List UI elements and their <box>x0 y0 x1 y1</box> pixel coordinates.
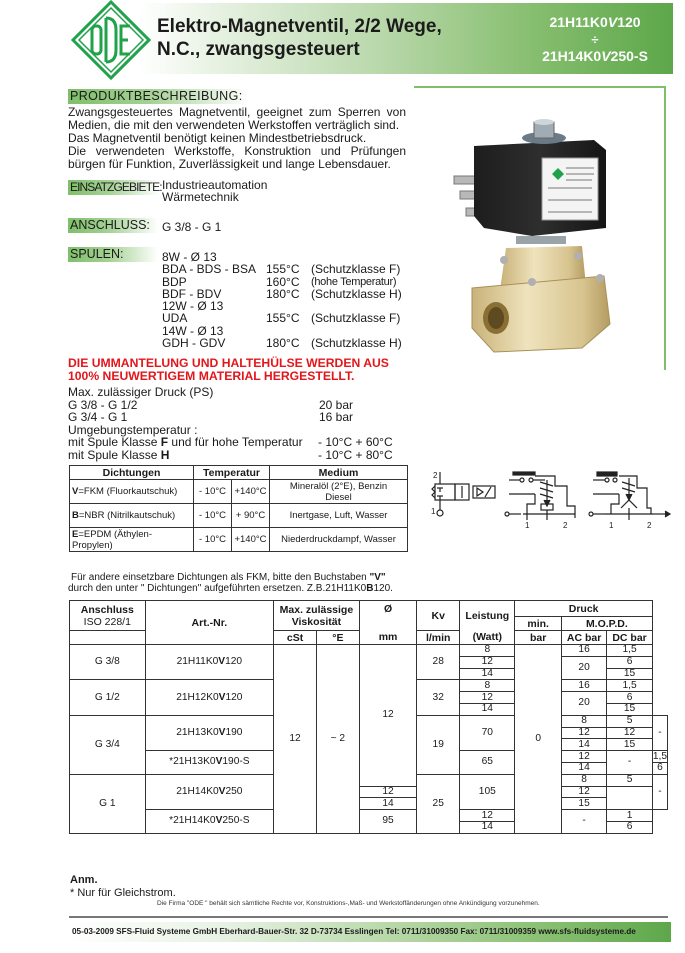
header-bar: bar <box>515 631 561 645</box>
document-title <box>157 15 442 61</box>
description-paragraph: Das Magnetventil benötigt keinen Mindestbetriebsdruck. <box>68 131 367 145</box>
coil-name: GDH - GDV <box>162 336 226 351</box>
power-watts: 8 <box>561 715 606 727</box>
article-part: 21H12K0 <box>176 691 219 703</box>
port-label: 2 <box>647 521 652 530</box>
temp-label: mit Spule Klasse <box>68 447 161 462</box>
article-part: 21H13K0 <box>176 726 219 738</box>
section-label-description: PRODUKTBESCHREIBUNG: <box>68 89 248 104</box>
mopd-ac: - <box>607 751 653 775</box>
code-part: 21H11K0 <box>549 14 608 30</box>
article-part: *21H13K0 <box>169 756 216 768</box>
power-watts: 12 <box>561 727 606 739</box>
coil-name: BDF - BDV <box>162 286 222 301</box>
mopd-dc: - <box>652 774 667 809</box>
article-part: 120 <box>225 656 243 668</box>
seal-temp-min: - 10°C <box>194 504 232 528</box>
mopd-ac: 20 <box>561 656 606 680</box>
power-watts: 12 <box>561 751 606 763</box>
article-seal-letter: V <box>215 815 223 827</box>
orifice-diameter: 25 <box>417 774 460 833</box>
kv-flow: 32 <box>417 680 460 715</box>
power-watts: 14 <box>460 668 515 680</box>
header-min-pressure: min. <box>515 617 561 631</box>
mopd-ac: 12 <box>561 786 606 798</box>
seal-code: E <box>72 528 79 540</box>
viscosity-degree-e: ~ 2 <box>317 645 360 834</box>
valve-closed-diagram-icon <box>505 472 575 530</box>
orifice-diameter: 19 <box>417 715 460 774</box>
application-item: Wärmetechnik <box>162 190 239 204</box>
header-cst: cSt <box>274 631 317 645</box>
remarks <box>70 874 176 899</box>
seal-row <box>70 528 408 552</box>
coil-name: 14W - Ø 13 <box>162 323 224 338</box>
pressure-label: G 3/4 - G 1 <box>68 410 128 425</box>
mopd-ac: 20 <box>561 692 606 716</box>
column-header: Medium <box>270 466 408 480</box>
article-seal-letter: V <box>218 656 226 668</box>
temp-class: H <box>160 447 170 462</box>
port-label: 1 <box>431 507 436 516</box>
header-article-no: Art.-Nr. <box>145 601 273 645</box>
header-kv: Kv <box>417 601 460 631</box>
port-label: 1 <box>525 521 530 530</box>
coil-name: BDA - BDS - BSA <box>162 262 257 277</box>
orifice-diameter: 12 <box>359 645 417 787</box>
temp-row <box>68 449 408 462</box>
applications-list <box>162 179 267 203</box>
mopd-dc: 1 <box>607 810 653 822</box>
mopd-dc: 1,5 <box>607 645 653 657</box>
port-label: 1 <box>609 521 614 530</box>
header-degree-e: °E <box>317 631 360 645</box>
solenoid-valve-photo <box>414 88 664 370</box>
coil-protection-class: (Schutzklasse H) <box>311 336 402 351</box>
medium-line: Niederdruckdampf, Wasser <box>281 534 396 545</box>
note-emphasis: "V" <box>369 572 386 583</box>
seal-temp-max: + 90°C <box>232 504 270 528</box>
article-seal-letter: V <box>218 726 226 738</box>
model-to <box>515 47 675 66</box>
model-from <box>515 13 675 32</box>
seal-medium <box>270 504 408 528</box>
power-watts: 12 <box>460 656 515 668</box>
mopd-dc: 15 <box>607 668 653 680</box>
ambient-temp-title: Umgebungstemperatur : <box>68 422 198 437</box>
valve-schematics <box>425 468 680 530</box>
warning-line: DIE UMMANTELUNG UND HALTEHÜLSE WERDEN AUS <box>68 356 389 370</box>
mopd-ac: 15 <box>561 798 606 810</box>
article-part: 120 <box>225 691 243 703</box>
mopd-dc: 6 <box>652 762 667 774</box>
port-label: 2 <box>563 521 568 530</box>
kv-flow: 105 <box>460 774 515 809</box>
mopd-ac: 5 <box>607 774 653 786</box>
seal-temp-max: +140°C <box>232 528 270 552</box>
application-item: Industrieautomation <box>162 178 268 192</box>
header-dc-bar: DC bar <box>607 631 653 645</box>
note-emphasis: B <box>366 583 374 594</box>
section-label-connection: ANSCHLUSS: <box>68 218 158 233</box>
power-watts: 14 <box>561 762 606 774</box>
seal-temp-min: - 10°C <box>194 480 232 504</box>
model-range <box>515 13 675 66</box>
seal-material <box>70 528 194 552</box>
connection-size: G 1 <box>70 774 146 833</box>
kv-flow: 65 <box>460 751 515 775</box>
power-watts: 12 <box>359 786 417 798</box>
connection-size: G 3/4 <box>70 715 146 774</box>
seal-temp-min: - 10°C <box>194 528 232 552</box>
article-part: 21H14K0 <box>176 785 219 797</box>
code-part: 120 <box>617 14 641 30</box>
seal-name: =NBR (Nitrilkautschuk) <box>78 510 176 521</box>
connection-size: G 1/2 <box>70 680 146 715</box>
article-seal-letter: V <box>215 756 223 768</box>
material-warning <box>68 357 389 383</box>
coil-protection-class: (Schutzklasse F) <box>311 262 401 277</box>
coil-temperature: 160°C <box>266 274 300 289</box>
article-part: 190 <box>225 726 243 738</box>
connection-size: G 3/8 <box>70 645 146 680</box>
iso-symbol-icon <box>431 471 495 516</box>
article-number <box>145 810 273 834</box>
power-watts: 14 <box>460 703 515 715</box>
article-part: 250-S <box>222 815 250 827</box>
header-lmin: l/min <box>417 631 460 645</box>
ode-logo-icon <box>70 0 152 80</box>
footer-divider <box>69 916 668 918</box>
code-part: 250-S <box>610 48 648 64</box>
pressure-row <box>68 411 408 424</box>
footer-contact-bar: 05-03-2009 SFS-Fluid Systeme GmbH Eberhard-Bauer-Str. 32 D-73734 Esslingen Tel: 0711/31009350 Fax: 0711/31009359 www.sfs-fluidsysteme.de <box>68 922 671 942</box>
remarks-title: Anm. <box>70 874 98 886</box>
kv-flow: 28 <box>417 645 460 680</box>
models-table <box>69 600 668 834</box>
seal-material <box>70 480 194 504</box>
viscosity-cst: 12 <box>274 645 317 834</box>
coil-temperature: 155°C <box>266 311 300 326</box>
section-label-applications: EINSATZGEBIETE: <box>70 180 162 194</box>
header-connection-spacer <box>70 631 146 645</box>
temp-label: und für hohe Temperatur <box>168 435 303 450</box>
seal-medium <box>270 528 408 552</box>
coil-temperature: 180°C <box>266 336 300 351</box>
article-part: *21H14K0 <box>169 815 216 827</box>
article-number <box>145 774 273 809</box>
article-number <box>145 680 273 715</box>
mopd-ac: - <box>561 810 606 834</box>
mopd-ac: 16 <box>561 680 606 692</box>
pressure-value: 16 bar <box>319 410 354 425</box>
medium-line: Inertgase, Luft, Wasser <box>289 510 388 521</box>
pressure-value: 20 bar <box>319 397 354 412</box>
note-text: Für andere einsetzbare Dichtungen als FKM, bitte den Buchstaben <box>71 572 370 583</box>
warning-line: 100% NEUWERTIGEM MATERIAL HERGESTELLT. <box>68 369 355 383</box>
connection-value: G 3/8 - G 1 <box>162 220 222 234</box>
header-mm: mm <box>359 631 417 645</box>
article-number <box>145 751 273 775</box>
seals-table <box>69 465 408 552</box>
header-mopd: M.O.P.D. <box>561 617 652 631</box>
description-paragraph: Die verwendeten Werkstoffe, Konstruktion und Prüfungen bürgen für Funktion, Zuverlässigkeit und lange Lebensdauer. <box>68 144 406 171</box>
product-description <box>68 106 406 171</box>
model-row <box>70 810 668 822</box>
kv-flow: 95 <box>359 810 417 834</box>
coil-temperature: 180°C <box>266 286 300 301</box>
seal-name: =EPDM (Äthylen-Propylen) <box>72 528 152 551</box>
power-watts: 14 <box>359 798 417 810</box>
power-watts: 8 <box>460 680 515 692</box>
mopd-dc: 6 <box>607 656 653 668</box>
title-line-2: N.C., zwangsgesteuert <box>157 39 360 60</box>
mopd-dc: 6 <box>607 821 653 833</box>
article-seal-letter: V <box>218 785 226 797</box>
medium-line: Mineralöl (2°E), Benzin <box>289 480 388 492</box>
model-row <box>70 645 668 657</box>
power-watts: 14 <box>561 739 606 751</box>
seal-code: V <box>72 486 79 497</box>
coil-protection-class: (Schutzklasse F) <box>311 311 401 326</box>
temp-label: mit Spule Klasse <box>68 435 161 450</box>
coil-protection-class: (hohe Temperatur) <box>311 275 397 288</box>
column-header: Dichtungen <box>70 466 194 480</box>
article-seal-letter: V <box>218 691 226 703</box>
temp-value: - 10°C + 80°C <box>318 447 393 462</box>
power-watts: 8 <box>460 645 515 657</box>
mopd-ac: 16 <box>561 645 606 657</box>
mopd-dc: 15 <box>607 703 653 715</box>
medium-line: Diesel <box>325 491 352 503</box>
pressure-temperature-specs <box>68 386 408 462</box>
seal-temp-max: +140°C <box>232 480 270 504</box>
min-pressure: 0 <box>515 645 561 834</box>
note-text: durch den unter " Dichtungen" aufgeführten ersetzen. Z.B.21H11K0 <box>68 583 367 594</box>
range-separator: ÷ <box>591 32 599 47</box>
article-part: 190-S <box>222 756 250 768</box>
mopd-dc: 1,5 <box>607 680 653 692</box>
header-watt: (Watt) <box>460 631 515 645</box>
article-part: 250 <box>225 785 243 797</box>
code-part: 21H14K0 <box>542 48 602 64</box>
remarks-text: * Nur für Gleichstrom. <box>70 886 176 899</box>
header-diameter: Ø <box>359 601 417 631</box>
kv-flow: 70 <box>460 715 515 750</box>
product-photo-frame <box>414 86 666 370</box>
mopd-ac: 15 <box>607 739 653 751</box>
disclaimer: Die Firma "ODE " behält sich sämtliche Rechte vor, Konstruktions-,Maß- und Werkstoffänderungen ohne Ankündigung vorzunehmen. <box>157 900 540 907</box>
pressure-label: G 3/8 - G 1/2 <box>68 397 138 412</box>
power-watts: 8 <box>561 774 606 786</box>
header-ac-bar: AC bar <box>561 631 606 645</box>
section-label-coils: SPULEN: <box>68 247 158 262</box>
temp-value: - 10°C + 60°C <box>318 435 393 450</box>
coil-name: UDA <box>162 311 188 326</box>
seal-row <box>70 480 408 504</box>
coil-protection-class: (Schutzklasse H) <box>311 286 402 301</box>
code-seal-letter: V <box>601 48 611 64</box>
article-part: 21H11K0 <box>176 656 219 668</box>
code-seal-letter: V <box>607 14 618 30</box>
seal-material <box>70 504 194 528</box>
seal-medium <box>270 480 408 504</box>
temp-class: F <box>160 435 169 450</box>
power-watts: 14 <box>460 821 515 833</box>
header-connection: Anschluss ISO 228/1 <box>70 601 146 631</box>
column-header: Temperatur <box>194 466 270 480</box>
mopd-dc: - <box>652 715 667 750</box>
max-pressure-title: Max. zulässiger Druck (PS) <box>68 385 214 399</box>
article-number <box>145 645 273 680</box>
port-label: 2 <box>433 471 438 480</box>
mopd-dc: 6 <box>607 692 653 704</box>
article-number <box>145 715 273 750</box>
power-watts: 12 <box>460 810 515 822</box>
header-power: Leistung <box>460 601 515 631</box>
title-line-1: Elektro-Magnetventil, 2/2 Wege, <box>157 16 442 37</box>
header-viscosity: Max. zulässige Viskosität <box>274 601 360 631</box>
seal-row <box>70 504 408 528</box>
header-pressure: Druck <box>515 601 652 617</box>
coil-name: 8W - Ø 13 <box>162 250 217 264</box>
note-text: 120. <box>373 583 393 594</box>
seal-code: B <box>72 510 79 521</box>
seal-name: =FKM (Fluorkautschuk) <box>78 486 178 497</box>
seal-substitution-note <box>68 572 393 594</box>
mopd-ac: 5 <box>607 715 653 727</box>
mopd-ac: 12 <box>607 727 653 739</box>
description-paragraph: Zwangsgesteuertes Magnetventil, geeignet zum Sperren von Medien, die mit den verwendeten Werkstoffen verträglich sind. <box>68 105 406 132</box>
mopd-dc: 1,5 <box>652 750 667 762</box>
coil-name: 12W - Ø 13 <box>162 299 224 314</box>
power-watts: 12 <box>460 692 515 704</box>
valve-open-diagram-icon <box>589 472 670 530</box>
coil-temperature: 155°C <box>266 262 300 277</box>
coil-name: BDP <box>162 274 187 289</box>
